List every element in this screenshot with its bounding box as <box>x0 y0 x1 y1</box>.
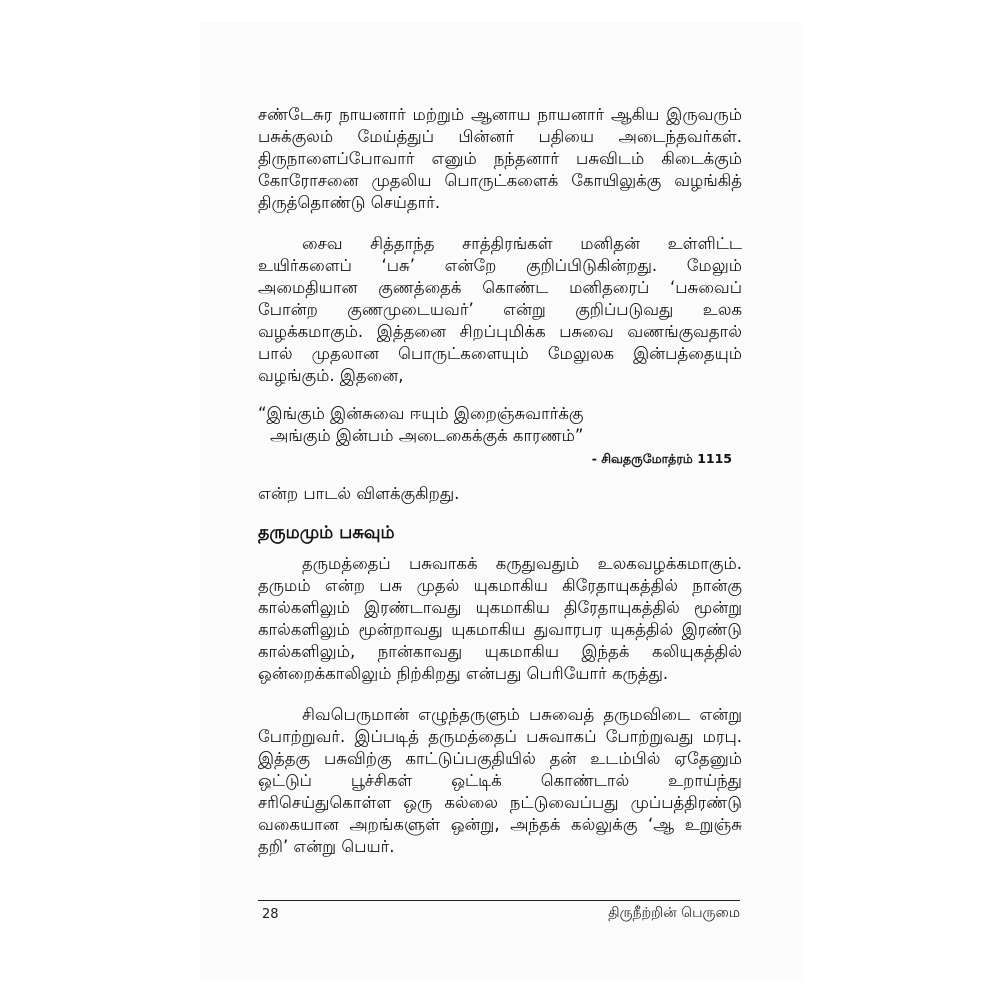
verse-citation: - சிவதருமோத்ரம் 1115 <box>591 451 732 466</box>
verse-quote <box>258 403 742 447</box>
paragraph-5: சிவபெருமான் எழுந்தருளும் பசுவைத் தருமவிடை என்று போற்றுவர். இப்படித் தருமத்தைப் பசுவாகப் போற்றுவது மரபு. இத்தகு பசுவிற்கு காட்டுப்பகுதியில் தன் உடம்பில் ஏதேனும் ஒட்டுப் பூச்சிகள் ஒட்டிக் கொண்டால் உறாய்ந்து சரிசெய்துகொள்ள ஒரு கல்லை நட்டுவைப்பது முப்பத்திரண்டு வகையான அறங்களுள் ஒன்று, அந்தக் கல்லுக்கு ‘ஆ உறுஞ்சு தறி’ என்று பெயர். <box>258 705 742 856</box>
paragraph-3: என்ற பாடல் விளக்குகிறது. <box>258 484 460 503</box>
page-number: 28 <box>262 907 279 922</box>
verse-line-1: “இங்கும் இன்சுவை ஈயும் இறைஞ்சுவார்க்கு <box>258 404 584 423</box>
paragraph-4: தருமத்தைப் பசுவாகக் கருதுவதும் உலகவழக்கமாகும். தருமம் என்ற பசு முதல் யுகமாகிய கிரேதாயுகத்தில் நான்கு கால்களிலும் இரண்டாவது யுகமாகிய திரேதாயுகத்தில் மூன்று கால்களிலும் மூன்றாவது யுகமாகிய துவாரபர யுகத்தில் இரண்டு கால்களிலும், நான்காவது யுகமாகிய இந்தக் கலியுகத்தில் ஒன்றைக்காலிலும் நிற்கிறது என்பது பெரியோர் கருத்து. <box>258 554 742 683</box>
page-body <box>258 104 742 858</box>
footer-divider <box>258 900 740 901</box>
verse-line-2: அங்கும் இன்பம் அடைகைக்குக் காரணம்” <box>270 426 584 445</box>
paragraph-2: சைவ சித்தாந்த சாத்திரங்கள் மனிதன் உள்ளிட்ட உயிர்களைப் ‘பசு’ என்றே குறிப்பிடுகின்றது. மேலும் அமைதியான குணத்தைக் கொண்ட மனிதரைப் ‘பசுவைப் போன்ற குணமுடையவர்’ என்று குறிப்படுவது உலக வழக்கமாகும். இத்தனை சிறப்புமிக்க பசுவை வணங்குவதால் பால் முதலான பொருட்களையும் மேலுலக இன்பத்தையும் வழங்கும். இதனை, <box>258 234 742 385</box>
paragraph-1: சண்டேசுர நாயனார் மற்றும் ஆனாய நாயனார் ஆகிய இருவரும் பசுக்குலம் மேய்த்துப் பின்னர் பதியை அடைந்தவர்கள். திருநாளைப்போவார் எனும் நந்தனார் பசுவிடம் கிடைக்கும் கோரோசனை முதலிய பொருட்களைக் கோயிலுக்கு வழங்கித் திருத்தொண்டு செய்தார். <box>258 105 742 212</box>
running-title: திருநீற்றின் பெருமை <box>608 905 740 921</box>
section-heading: தருமமும் பசுவும் <box>258 523 395 543</box>
